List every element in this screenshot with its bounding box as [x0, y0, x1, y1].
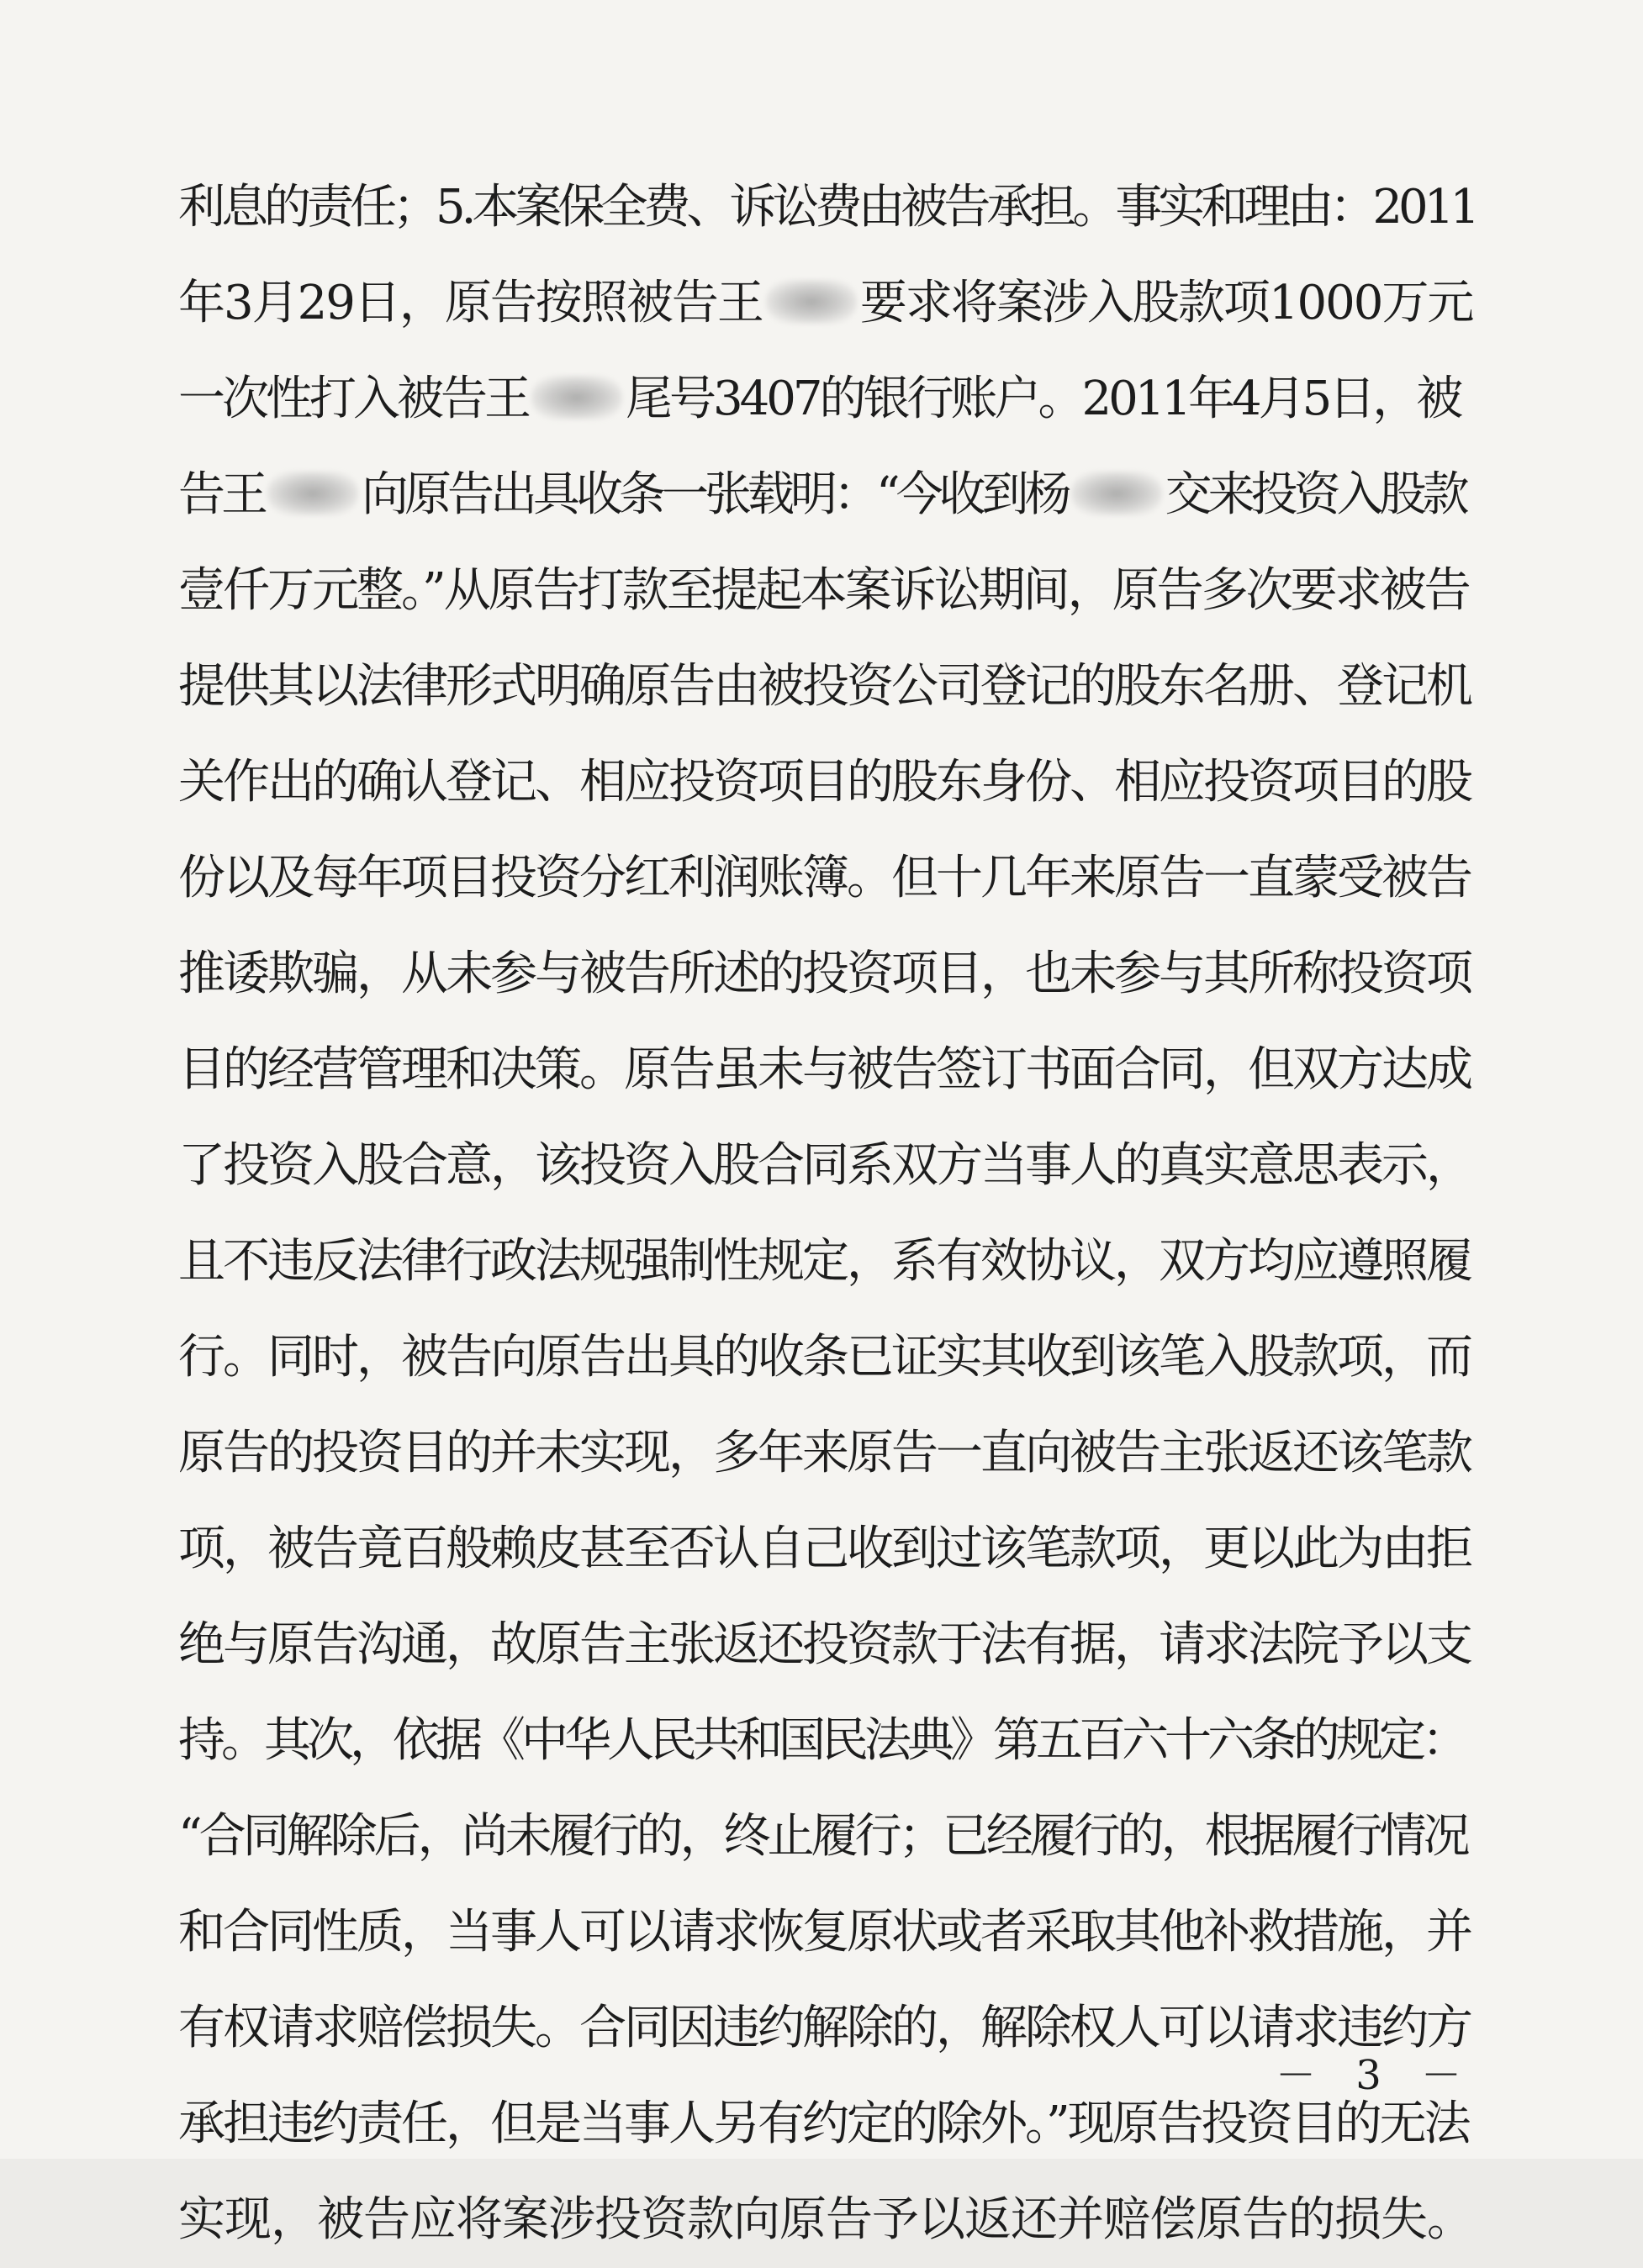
text-line: 和合同性质，当事人可以请求恢复原状或者采取其他补救措施，并 [178, 1905, 1471, 1959]
text-line: 推诿欺骗，从未参与被告所述的投资项目，也未参与其所称投资项 [178, 947, 1471, 1001]
text-line: 原告的投资目的并未实现，多年来原告一直向被告主张返还该笔款 [178, 1426, 1471, 1480]
text-line: 承担违约责任，但是当事人另有约定的除外。”现原告投资目的无法 [178, 2097, 1469, 2151]
text-line [178, 256, 1480, 351]
body-text [178, 160, 1480, 2268]
redacted-name [531, 376, 622, 419]
text-line: 壹仟万元整。”从原告打款至提起本案诉讼期间，原告多次要求被告 [178, 563, 1469, 618]
text-line: 目的经营管理和决策。原告虽未与被告签订书面合同，但双方达成 [178, 1042, 1471, 1097]
text-line: 利息的责任；5.本案保全费、诉讼费由被告承担。事实和理由：2011 [178, 180, 1476, 235]
page-number: － 3 － [1275, 2052, 1475, 2099]
text-line: 关作出的确认登记、相应投资项目的股东身份、相应投资项目的股 [178, 755, 1471, 810]
text-segment: 交来投资入股款 [1165, 467, 1466, 522]
text-line: 了投资入股合意，该投资入股合同系双方当事人的真实意思表示， [178, 1138, 1471, 1193]
text-segment: 告王 [178, 467, 264, 522]
text-line: 份以及每年项目投资分红利润账簿。但十几年来原告一直蒙受被告 [178, 851, 1471, 905]
text-line: 持。其次，依据《中华人民共和国民法典》第五百六十六条的规定： [178, 1713, 1465, 1768]
text-segment: 年3月29日，原告按照被告王 [178, 276, 763, 330]
text-line: 有权请求赔偿损失。合同因违约解除的，解除权人可以请求违约方 [178, 2001, 1471, 2055]
redacted-name [766, 280, 857, 324]
text-line: 实现，被告应将案涉投资款向原告予以返还并赔偿原告的损失。 [178, 2192, 1473, 2247]
text-line: 项，被告竟百般赖皮甚至否认自己收到过该笔款项，更以此为由拒 [178, 1522, 1471, 1576]
text-line: 绝与原告沟通，故原告主张返还投资款于法有据，请求法院予以支 [178, 1617, 1471, 1672]
text-line: 行。同时，被告向原告出具的收条已证实其收到该笔入股款项，而 [178, 1330, 1471, 1385]
text-line: 且不违反法律行政法规强制性规定，系有效协议，双方均应遵照履 [178, 1234, 1471, 1289]
redacted-name [267, 472, 358, 515]
text-line [178, 351, 1480, 447]
text-segment: 要求将案涉入股款项1000万元 [859, 276, 1473, 330]
text-segment: 尾号3407的银行账户。2011年4月5日，被 [626, 372, 1461, 426]
text-line: 提供其以法律形式明确原告由被投资公司登记的股东名册、登记机 [178, 659, 1471, 714]
text-line: “合同解除后，尚未履行的，终止履行；已经履行的，根据履行情况 [178, 1809, 1467, 1864]
redacted-name [1071, 472, 1162, 515]
text-segment: 一次性打入被告王 [178, 372, 528, 426]
text-segment: 向原告出具收条一张载明：“今收到杨 [362, 467, 1068, 522]
text-line [178, 447, 1480, 543]
